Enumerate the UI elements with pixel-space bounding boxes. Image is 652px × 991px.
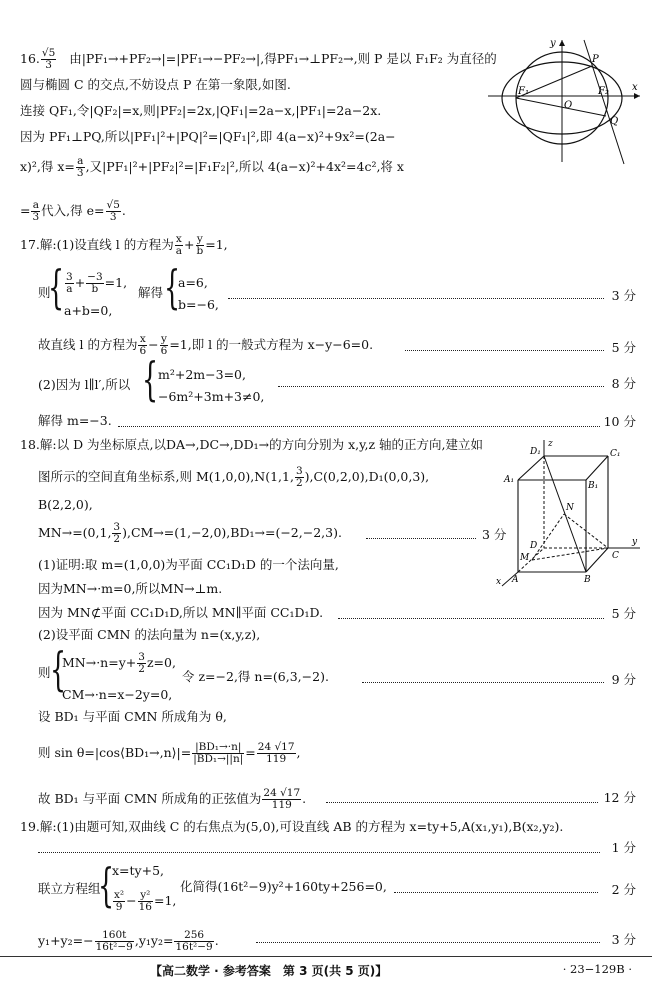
q17-condition-2: −6m²+3m+3≠0, bbox=[158, 389, 265, 404]
q18-line-2: 图所示的空间直角坐标系,则 M(1,0,0),N(1,1, $\frac{3}{2}$ ),C(0,2,0),D₁(0,0,3), bbox=[38, 465, 430, 489]
q16-fig-label-x: x bbox=[632, 82, 638, 93]
q16-line-1 bbox=[20, 48, 497, 71]
svg-text:C₁: C₁ bbox=[610, 449, 621, 459]
q19-system-eq-2: $\frac{\text{x²}}{9}$ − $\frac{\text{y²}}{16}$ =1, bbox=[114, 889, 177, 913]
q18-line-11: 则 sin θ=|cos⟨BD₁→,n⟩|= $\frac{\text{|BD₁→·n|}}{\text{|BD₁→||n|}}$ = $\frac{24 √17}{119}$ , bbox=[38, 741, 301, 765]
q18-score-4: 12 分 bbox=[603, 790, 636, 805]
q16-text-4: 因为 PF₁⊥PQ,所以|PF₁|²+|PQ|²=|QF₁|²,即 4(a−x)²+9x²=(2a− bbox=[20, 129, 396, 144]
q19-score-2: 2 分 bbox=[611, 882, 636, 897]
svg-text:z: z bbox=[548, 439, 553, 449]
svg-text:N: N bbox=[566, 503, 574, 513]
q19-score-1: 1 分 bbox=[611, 840, 636, 855]
q17-solve-label: 解得 bbox=[138, 285, 164, 300]
q16-ellipse-figure bbox=[484, 36, 644, 166]
q17-system-eq-1: $\frac{3}{a}$ + $\frac{-3}{b}$ =1, bbox=[66, 271, 128, 295]
q18-system-eq-2: CM→·n=x−2y=0, bbox=[62, 687, 173, 702]
q16-fig-label-f1: F₁ bbox=[518, 86, 529, 97]
svg-text:A: A bbox=[512, 575, 519, 585]
q18-score-3: 9 分 bbox=[611, 672, 636, 687]
q16-fig-label-y: y bbox=[550, 38, 556, 49]
q18-line-4: MN→=(0,1, $\frac{3}{2}$ ),CM→=(1,−2,0),BD₁→=(−2,−2,3). bbox=[38, 521, 342, 545]
q19-line-3: y₁+y₂=− $\frac{160t}{\text{16t²−9}}$ ,y₁y₂= $\frac{256}{\text{16t²−9}}$ . bbox=[38, 929, 219, 953]
footer-title: 【高二数学 · 参考答案 第 3 页(共 5 页)】 bbox=[150, 964, 388, 978]
q16-e-fraction: $\frac{√5}{3}$ bbox=[106, 199, 120, 223]
svg-text:x: x bbox=[496, 577, 502, 587]
q16-x-fraction: $\frac{a}{3}$ bbox=[76, 155, 84, 179]
q16-line-5: x)²,得 x= $\frac{a}{3}$ ,又|PF₁|²+|PF₂|²=|F₁F₂|²,所以 4(a−x)²+4x²=4c²,将 x bbox=[20, 155, 404, 179]
q16-line-6: = $\frac{a}{3}$ 代入,得 e= $\frac{√5}{3}$ . bbox=[20, 199, 126, 223]
q17-system-brace: { bbox=[48, 260, 65, 314]
q17-line-1: 17.解:(1)设直线 l 的方程为 $\frac{x}{a}$ + $\frac{y}{b}$ =1, bbox=[20, 233, 228, 257]
q16-fig-label-q: Q bbox=[610, 116, 619, 127]
svg-text:A₁: A₁ bbox=[504, 475, 515, 485]
q17-line-3: 故直线 l 的方程为 $\frac{x}{6}$ − $\frac{y}{6}$ =1,即 l 的一般式方程为 x−y−6=0. bbox=[38, 333, 374, 357]
q18-system-eq-1: MN→·n=y+ $\frac{3}{2}$ z=0, bbox=[62, 651, 176, 675]
q19-simplified: 化简得(16t²−9)y²+160ty+256=0, bbox=[180, 879, 387, 894]
q18-system-prefix: 则 bbox=[38, 665, 51, 680]
q18-line-12: 故 BD₁ 与平面 CMN 所成角的正弦值为 $\frac{24 √17}{119}$ . bbox=[38, 787, 307, 811]
q17-system-eq-2: a+b=0, bbox=[64, 303, 113, 318]
q16-fig-label-p: P bbox=[592, 54, 599, 65]
q17-score-1: 3 分 bbox=[611, 288, 636, 303]
q16-number: 16. bbox=[20, 51, 40, 66]
q19-system-eq-1: x=ty+5, bbox=[112, 863, 165, 878]
q18-text-7: 因为 MN⊄平面 CC₁D₁D,所以 MN∥平面 CC₁D₁D. bbox=[38, 605, 324, 620]
q18-score-1: 3 分 bbox=[482, 527, 507, 542]
q16-fig-label-o: O bbox=[564, 100, 573, 111]
q16-text-2: 圆与椭圆 C 的交点,不妨设点 P 在第一象限,如图. bbox=[20, 77, 291, 92]
q18-text-6: 因为MN→·m=0,所以MN→⊥m. bbox=[38, 581, 223, 596]
footer-code: · 23−129B · bbox=[562, 962, 632, 976]
q19-text-1: 19.解:(1)由题可知,双曲线 C 的右焦点为(5,0),可设直线 AB 的方程为 x=ty+5,A(x₁,y₁),B(x₂,y₂). bbox=[20, 819, 564, 834]
q18-cube-figure bbox=[494, 436, 644, 588]
svg-text:y: y bbox=[632, 537, 638, 547]
svg-text:B: B bbox=[584, 575, 591, 585]
svg-text:B₁: B₁ bbox=[588, 481, 599, 491]
q16-text-3: 连接 QF₁,令|QF₂|=x,则|PF₂|=2x,|QF₁|=2a−x,|PF₁|=2a−2x. bbox=[20, 103, 382, 118]
q18-text-1: 18.解:以 D 为坐标原点,以DA→,DC→,DD₁→的方向分别为 x,y,z 轴的正方向,建立如 bbox=[20, 437, 483, 452]
q18-text-8: (2)设平面 CMN 的法向量为 n=(x,y,z), bbox=[38, 627, 261, 642]
q16-answer-fraction: $\frac{√5}{3}$ bbox=[41, 47, 56, 71]
q18-text-3: B(2,2,0), bbox=[38, 497, 93, 512]
q17-condition-1: m²+2m−3=0, bbox=[158, 367, 246, 382]
q16-fig-label-f2: F₂ bbox=[598, 86, 609, 97]
q17-line-5: 解得 m=−3. bbox=[38, 413, 112, 428]
q17-solution-2: b=−6, bbox=[178, 297, 219, 312]
q16-text-1: 由|PF₁→+PF₂→|=|PF₁→−PF₂→|,得PF₁→⊥PF₂→,则 P 是以 F₁F₂ 为直径的 bbox=[69, 51, 497, 66]
q18-normal-vector: 令 z=−2,得 n=(6,3,−2). bbox=[182, 669, 329, 684]
svg-text:D: D bbox=[530, 541, 538, 551]
svg-text:D₁: D₁ bbox=[530, 447, 541, 457]
page-footer bbox=[0, 962, 652, 984]
q17-system-prefix: 则 bbox=[38, 285, 51, 300]
q17-score-2: 5 分 bbox=[611, 340, 636, 355]
q17-line-4: (2)因为 l∥l′,所以 bbox=[38, 377, 131, 392]
q17-score-4: 10 分 bbox=[603, 414, 636, 429]
svg-text:C: C bbox=[612, 551, 619, 561]
q17-score-3: 8 分 bbox=[611, 376, 636, 391]
svg-text:M: M bbox=[520, 553, 530, 563]
q18-score-2: 5 分 bbox=[611, 606, 636, 621]
q18-text-10: 设 BD₁ 与平面 CMN 所成角为 θ, bbox=[38, 709, 227, 724]
q19-system-prefix: 联立方程组 bbox=[38, 881, 101, 896]
q19-score-3: 3 分 bbox=[611, 932, 636, 947]
q17-solution-1: a=6, bbox=[178, 275, 208, 290]
q18-text-5: (1)证明:取 m=(1,0,0)为平面 CC₁D₁D 的一个法向量, bbox=[38, 557, 339, 572]
